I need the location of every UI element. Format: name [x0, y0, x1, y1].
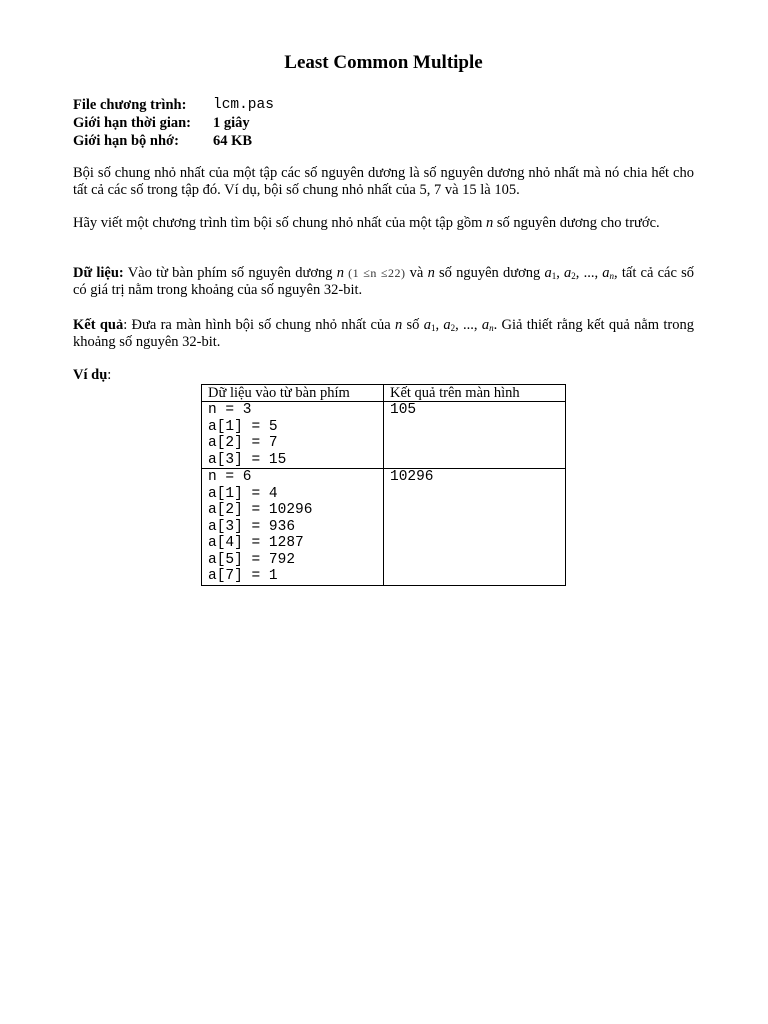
- col-input-header: Dữ liệu vào từ bàn phím: [202, 385, 384, 402]
- table-row: [202, 402, 566, 469]
- input-line: a[3] = 15: [208, 451, 287, 468]
- output-comma-2: , ...,: [455, 317, 482, 333]
- meta-memory-row: [73, 132, 274, 150]
- meta-time-row: [73, 114, 274, 132]
- meta-file-label: File chương trình:: [73, 97, 187, 113]
- col-output-header: Kết quả trên màn hình: [384, 385, 566, 402]
- input-var-n: n: [336, 265, 344, 281]
- example-table-header: [202, 385, 566, 402]
- problem-title: Least Common Multiple: [284, 52, 483, 73]
- input-text-2: và: [405, 265, 428, 281]
- input-line: a[2] = 7: [208, 435, 278, 451]
- output-a2-sub: 2: [450, 323, 456, 333]
- example-colon: :: [107, 367, 112, 383]
- input-line: n = 3: [208, 402, 252, 418]
- meta-time-label: Giới hạn thời gian:: [73, 115, 191, 131]
- input-line: a[1] = 4: [208, 485, 278, 502]
- task-text-1: Hãy viết một chương trình tìm bội số chung nhỏ nhất của một tập gồm: [73, 215, 487, 231]
- output-text-2: số: [402, 317, 424, 333]
- task-var-n: n: [486, 215, 494, 231]
- meta-file-value: lcm.pas: [213, 97, 274, 113]
- input-line: a[5] = 792: [208, 551, 296, 568]
- table-row: [202, 469, 566, 586]
- input-line: a[7] = 1: [208, 568, 278, 584]
- input-an: a: [602, 265, 610, 281]
- output-an: a: [481, 317, 490, 333]
- output-line: 10296: [390, 469, 434, 485]
- output-a1: a: [423, 317, 431, 333]
- input-line: n = 6: [208, 469, 252, 485]
- example-label: Ví dụ: [73, 367, 108, 383]
- input-a2: a: [564, 265, 572, 281]
- output-line: 105: [390, 402, 417, 418]
- output-a1-sub: 1: [430, 323, 436, 333]
- input-an-sub: n: [609, 271, 615, 281]
- output-a2: a: [443, 317, 451, 333]
- input-var-n2: n: [427, 265, 435, 281]
- meta-memory-value: 64 KB: [213, 133, 253, 149]
- input-a2-sub: 2: [571, 271, 576, 281]
- input-comma-2: , ...,: [575, 265, 603, 281]
- output-text-1: : Đưa ra màn hình bội số chung nhỏ nhất của: [123, 317, 395, 333]
- output-an-sub: n: [489, 323, 494, 333]
- input-a1: a: [544, 265, 552, 281]
- input-paragraph: [73, 265, 694, 299]
- input-text-3: số nguyên dương: [434, 265, 545, 281]
- output-var-n: n: [394, 317, 403, 333]
- output-text-3: . Giả thiết rằng kết quả nằm trong khoảng số nguyên 32-bit.: [73, 317, 694, 350]
- input-a1-sub: 1: [551, 271, 557, 281]
- example-2-input: [202, 469, 384, 586]
- example-heading: [73, 367, 694, 384]
- problem-meta: [73, 96, 274, 150]
- example-1-output: [384, 402, 566, 469]
- input-text-4: , tất cả các số có giá trị nằm trong khoảng của số nguyên 32-bit.: [73, 265, 695, 298]
- input-comma-1: ,: [556, 265, 565, 281]
- input-line: a[4] = 1287: [208, 535, 304, 551]
- example-1-input: [202, 402, 384, 469]
- example-2-output: [384, 469, 566, 586]
- output-label: Kết quả: [73, 317, 124, 333]
- meta-time-value: 1 giây: [213, 115, 250, 131]
- task-text-2: số nguyên dương cho trước.: [493, 215, 660, 231]
- input-line: a[2] = 10296: [208, 502, 313, 518]
- output-comma-1: ,: [435, 317, 444, 333]
- meta-file-row: [73, 96, 274, 114]
- meta-memory-label: Giới hạn bộ nhớ:: [73, 133, 179, 149]
- output-paragraph: [73, 317, 694, 351]
- input-constraint: (1 ≤n ≤22): [348, 266, 406, 280]
- input-line: a[1] = 5: [208, 418, 278, 435]
- example-table: [201, 384, 566, 586]
- input-label: Dữ liệu:: [73, 265, 124, 281]
- input-text-1: Vào từ bàn phím số nguyên dương: [123, 265, 337, 281]
- task-paragraph: [73, 215, 694, 232]
- intro-paragraph: Bội số chung nhỏ nhất của một tập các số nguyên dương là số nguyên dương nhỏ nhất mà nó chia hết cho tất cả các số trong tập đó. Ví dụ, bội số chung nhỏ nhất của 5, 7 và 15 là 105.: [73, 165, 694, 198]
- input-line: a[3] = 936: [208, 518, 296, 535]
